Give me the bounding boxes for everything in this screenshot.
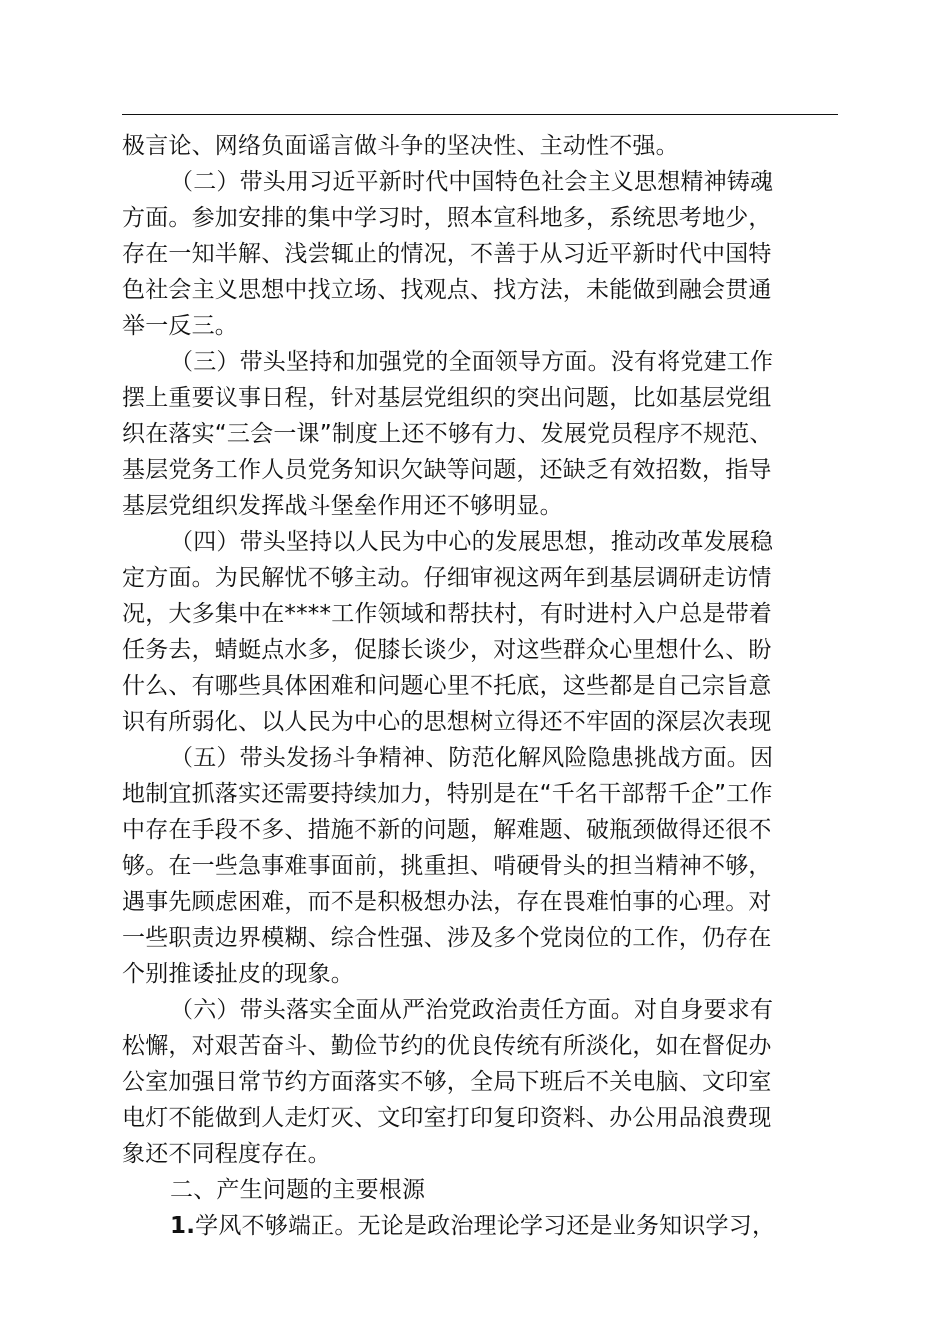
text-line: 够。在一些急事难事面前，挑重担、啃硬骨头的担当精神不够， <box>122 853 772 879</box>
text-line: 织在落实“三会一课”制度上还不够有力、发展党员程序不规范、 <box>122 421 773 447</box>
text-line: 基层党组织发挥战斗堡垒作用还不够明显。 <box>122 493 563 519</box>
section-heading-line: （二）带头用习近平新时代中国特色社会主义思想精神铸魂 <box>170 169 774 195</box>
text-line: 一些职责边界模糊、综合性强、涉及多个党岗位的工作，仍存在 <box>122 925 772 951</box>
text-line: 松懈，对艰苦奋斗、勤俭节约的优良传统有所淡化，如在督促办 <box>122 1033 772 1059</box>
section-heading-line: （三）带头坚持和加强党的全面领导方面。没有将党建工作 <box>170 349 774 375</box>
item-number: 1. <box>170 1213 196 1239</box>
text-line: 举一反三。 <box>122 313 238 339</box>
chapter-heading-line: 二、产生问题的主要根源 <box>170 1177 426 1203</box>
text-line: 况，大多集中在****工作领域和帮扶村，有时进村入户总是带着 <box>122 601 772 627</box>
text-line: 极言论、网络负面谣言做斗争的坚决性、主动性不强。 <box>122 133 679 159</box>
text-line: 个别推诿扯皮的现象。 <box>122 961 354 987</box>
item-text: 学风不够端正。无论是政治理论学习还是业务知识学习， <box>195 1213 776 1239</box>
body-text <box>122 128 838 1244</box>
section-heading-line: （五）带头发扬斗争精神、防范化解风险隐患挑战方面。因 <box>170 745 774 771</box>
text-line: 象还不同程度存在。 <box>122 1141 331 1167</box>
text-line: 摆上重要议事日程，针对基层党组织的突出问题，比如基层党组 <box>122 385 772 411</box>
text-line: 中存在手段不多、措施不新的问题，解难题、破瓶颈做得还很不 <box>122 817 772 843</box>
text-line: 色社会主义思想中找立场、找观点、找方法，未能做到融会贯通 <box>122 277 772 303</box>
text-line: 什么、有哪些具体困难和问题心里不托底，这些都是自己宗旨意 <box>122 673 772 699</box>
text-line: 识有所弱化、以人民为中心的思想树立得还不牢固的深层次表现 <box>122 709 772 735</box>
text-line: 基层党务工作人员党务知识欠缺等问题，还缺乏有效招数，指导 <box>122 457 772 483</box>
text-line: 方面。参加安排的集中学习时，照本宣科地多，系统思考地少， <box>122 205 772 231</box>
text-line: 存在一知半解、浅尝辄止的情况，不善于从习近平新时代中国特 <box>122 241 772 267</box>
section-heading-line: （四）带头坚持以人民为中心的发展思想，推动改革发展稳 <box>170 529 774 555</box>
section-heading-line: （六）带头落实全面从严治党政治责任方面。对自身要求有 <box>170 997 774 1023</box>
header-rule <box>122 114 838 115</box>
text-line: 公室加强日常节约方面落实不够，全局下班后不关电脑、文印室 <box>122 1069 772 1095</box>
text-line: 定方面。为民解忧不够主动。仔细审视这两年到基层调研走访情 <box>122 565 772 591</box>
text-line: 任务去，蜻蜓点水多，促膝长谈少，对这些群众心里想什么、盼 <box>122 637 772 663</box>
text-line: 地制宜抓落实还需要持续加力，特别是在“千名干部帮千企”工作 <box>122 781 773 807</box>
text-line: 遇事先顾虑困难，而不是积极想办法，存在畏难怕事的心理。对 <box>122 889 772 915</box>
text-line: 电灯不能做到人走灯灭、文印室打印复印资料、办公用品浪费现 <box>122 1105 772 1131</box>
numbered-item-line <box>122 1208 838 1244</box>
